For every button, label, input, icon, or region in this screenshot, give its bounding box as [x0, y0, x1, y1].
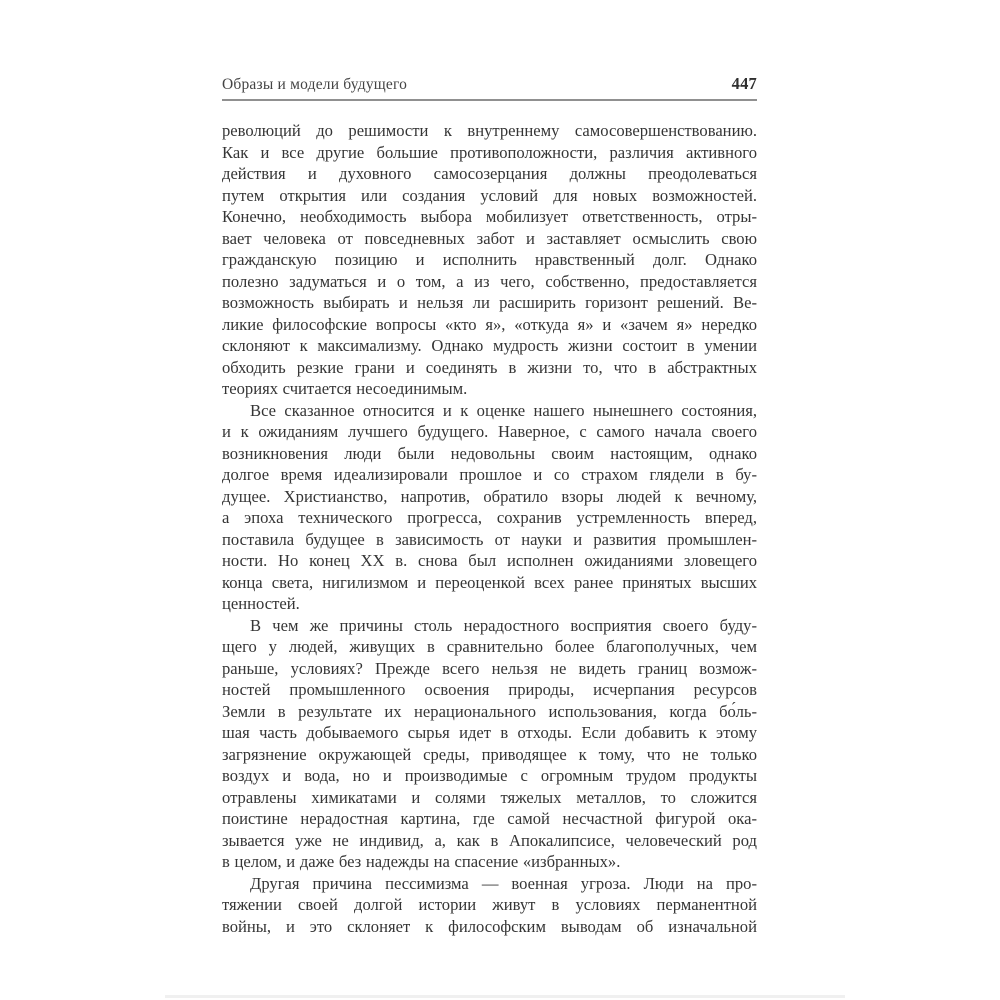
text-line: шая часть добываемого сырья идет в отходы. Если добавить к этому [222, 723, 757, 742]
page-header [222, 74, 757, 101]
text-line: ценностей. [222, 594, 300, 613]
text-line: ликие философские вопросы «кто я», «откуда я» и «зачем я» нередко [222, 314, 757, 334]
text-line: гражданскую позицию и исполнить нравственный долг. Однако [222, 250, 757, 269]
text-line: загрязнение окружающей среды, приводящее к тому, что не только [222, 744, 757, 764]
text-line: Земли в результате их нерационального использования, когда бо́ль- [222, 701, 757, 721]
text-line: тяжении своей долгой истории живут в условиях перманентной [222, 895, 757, 914]
text-line: Конечно, необходимость выбора мобилизует ответственность, отры- [222, 207, 757, 226]
paragraph [222, 400, 757, 615]
running-title: Образы и модели будущего [222, 76, 408, 93]
text-line: зывается уже не индивид, а, как в Апокалипсисе, человеческий род [222, 830, 757, 850]
paragraph [222, 120, 757, 400]
text-line: полезно задуматься и о том, а из чего, собственно, предоставляется [222, 271, 757, 291]
text-line: в целом, и даже без надежды на спасение «избранных». [222, 852, 621, 871]
text-line: войны, и это склоняет к философским выводам об изначальной [222, 916, 757, 936]
page-number: 447 [731, 74, 757, 93]
text-line: конца света, нигилизмом и переоценкой всех ранее принятых высших [222, 572, 757, 592]
paragraph [222, 873, 757, 938]
text-line: Как и все другие большие противоположности, различия активного [222, 142, 757, 162]
text-line: путем открытия или создания условий для новых возможностей. [222, 185, 757, 205]
text-line: поистине нерадостная картина, где самой несчастной фигурой ока- [222, 809, 757, 828]
scan-edge-shadow [165, 995, 845, 998]
text-line: революций до решимости к внутреннему самосовершенствованию. [222, 121, 757, 140]
text-line: а эпоха технического прогресса, сохранив устремленность вперед, [222, 508, 757, 527]
text-line: Другая причина пессимизма — военная угроза. Люди на про- [250, 873, 757, 893]
text-line: раньше, условиях? Прежде всего нельзя не видеть границ возмож- [222, 658, 757, 678]
text-line: Все сказанное относится и к оценке нашего нынешнего состояния, [250, 400, 757, 420]
text-line: действия и духовного самосозерцания должны преодолеваться [222, 164, 757, 183]
text-line: поставила будущее в зависимость от науки и развития промышлен- [222, 529, 757, 549]
text-line: дущее. Христианство, напротив, обратило взоры людей к вечному, [222, 486, 757, 506]
text-line: долгое время идеализировали прошлое и со страхом глядели в бу- [222, 465, 757, 484]
text-line: склоняют к максимализму. Однако мудрость жизни состоит в умении [222, 336, 757, 355]
text-line: обходить резкие грани и соединять в жизни то, что в абстрактных [222, 357, 757, 377]
paragraph [222, 615, 757, 873]
text-line: теориях считается несоединимым. [222, 379, 468, 398]
text-line: отравлены химикатами и солями тяжелых металлов, то сложится [222, 787, 757, 807]
text-line: вает человека от повседневных забот и заставляет осмыслить свою [222, 228, 757, 248]
text-line: щего у людей, живущих в сравнительно более благополучных, чем [222, 637, 757, 656]
text-line: возможность выбирать и нельзя ли расширить горизонт решений. Ве- [222, 293, 757, 312]
text-line: возникновения люди были недовольны своим настоящим, однако [222, 443, 757, 463]
text-line: В чем же причины столь нерадостного восприятия своего буду- [250, 615, 757, 635]
text-line: ностей промышленного освоения природы, исчерпания ресурсов [222, 680, 757, 699]
text-line: воздух и вода, но и производимые с огромным трудом продукты [222, 766, 757, 785]
text-line: и к ожиданиям лучшего будущего. Наверное, с самого начала своего [222, 422, 757, 441]
page-body [222, 120, 757, 937]
text-line: ности. Но конец XX в. снова был исполнен ожиданиями зловещего [222, 551, 757, 570]
